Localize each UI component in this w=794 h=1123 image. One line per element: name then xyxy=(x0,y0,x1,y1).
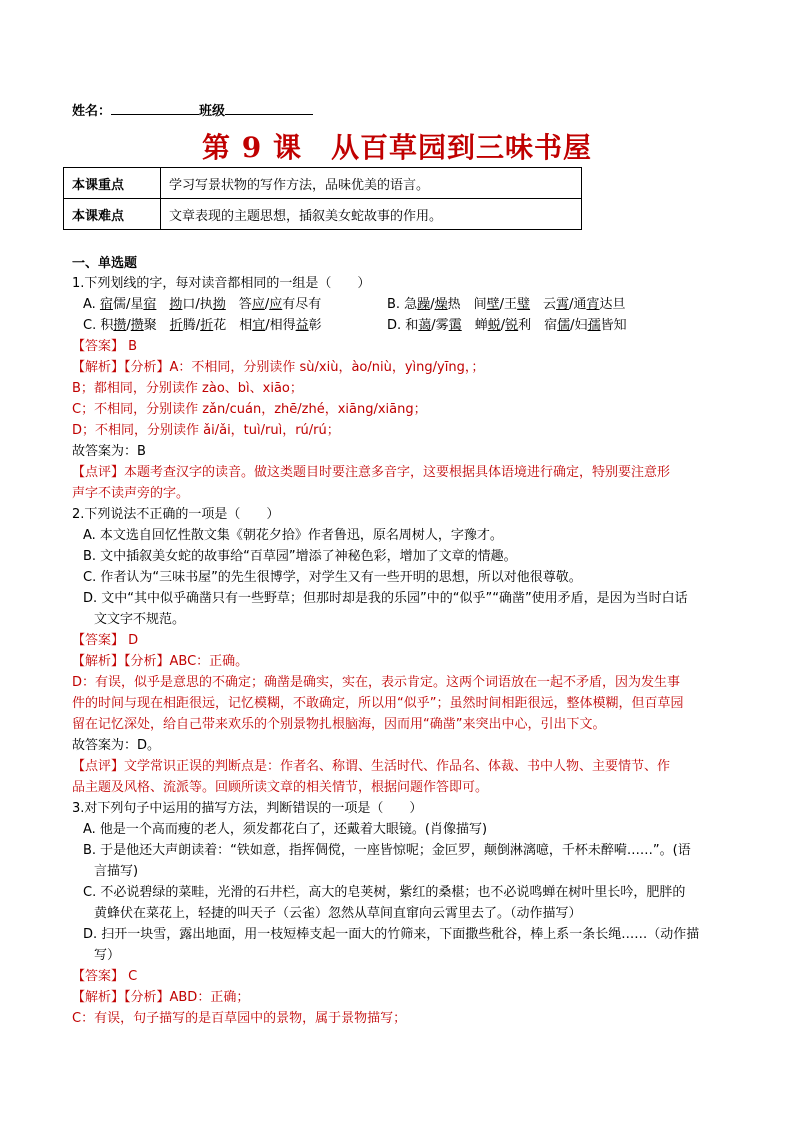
lesson-info-table xyxy=(63,167,582,230)
lesson-title: 第 9 课 从百草园到三味书屋 xyxy=(202,131,592,164)
q2-comment-line: 【点评】文学常识正误的判断点是：作者名、称谓、生活时代、作品名、体裁、书中人物、主要情节、作 xyxy=(72,759,671,774)
info-key: 本课难点 xyxy=(64,199,161,230)
q3-option-a[interactable]: A. 他是一个高而瘦的老人，须发都花白了，还戴着大眼镜。(肖像描写) xyxy=(83,822,488,837)
q1-comment-line: 【点评】本题考查汉字的读音。做这类题目时要注意多音字，这要根据具体语境进行确定，特别要注意形 xyxy=(72,465,671,480)
q2-option-d-cont: 文文字不规范。 xyxy=(94,612,186,627)
q3-analysis-line: C：有误，句子描写的是百草园中的景物，属于景物描写； xyxy=(72,1011,407,1026)
name-label: 姓名： xyxy=(72,104,112,119)
q3-option-c-cont: 黄蜂伏在菜花上，轻捷的叫天子（云雀）忽然从草间直窜向云霄里去了。（动作描写） xyxy=(94,906,582,921)
q2-option-d[interactable]: D. 文中“其中似乎确凿只有一些野草；但那时却是我的乐园”中的“似乎”“确凿”使用矛盾，是因为当时白话 xyxy=(83,591,688,606)
q2-stem: 2.下列说法不正确的一项是（ ） xyxy=(72,507,280,522)
q1-comment-line: 声字不读声旁的字。 xyxy=(72,486,190,501)
q2-comment-line: 品主题及风格、流派等。回顾所读文章的相关情节，根据问题作答即可。 xyxy=(72,780,489,795)
name-class-line xyxy=(72,101,313,122)
q3-analysis-line: 【解析】【分析】ABD：正确； xyxy=(72,990,250,1005)
q3-option-b[interactable]: B. 于是他还大声朗读着：“铁如意，指挥倜傥，一座皆惊呢；金叵罗，颠倒淋漓噫，千杯未醉嗬……”。(语 xyxy=(83,843,691,858)
table-row xyxy=(64,168,582,199)
q2-option-a[interactable]: A. 本文选自回忆性散文集《朝花夕拾》作者鲁迅，原名周树人，字豫才。 xyxy=(83,528,503,543)
q2-analysis-line: 【解析】【分析】ABC：正确。 xyxy=(72,654,249,669)
q2-analysis-line: 件的时间与现在相距很远，记忆模糊，不敢确定，所以用“似乎”；虽然时间相距很远，整体模糊，但百草园 xyxy=(72,696,684,711)
q1-analysis-line: B；都相同，分别读作 zào、bì、xiāo； xyxy=(72,381,303,396)
q2-analysis-line: 留在记忆深处，给自己带来欢乐的个别景物扎根脑海，因而用“确凿”来突出中心，引出下文。 xyxy=(72,717,606,732)
q3-option-c[interactable]: C. 不必说碧绿的菜畦，光滑的石井栏，高大的皂荚树，紫红的桑椹；也不必说鸣蝉在树叶里长吟，肥胖的 xyxy=(83,885,686,900)
class-label: 班级 xyxy=(199,104,226,119)
info-value: 学习写景状物的写作方法，品味优美的语言。 xyxy=(161,168,582,199)
q1-analysis-line: 故答案为：B xyxy=(72,444,146,459)
q2-analysis-line: 故答案为：D。 xyxy=(72,738,161,753)
name-blank[interactable] xyxy=(111,101,199,115)
q2-option-c[interactable]: C. 作者认为“三味书屋”的先生很博学，对学生又有一些开明的思想，所以对他很尊敬。 xyxy=(83,570,582,585)
q3-option-b-cont: 言描写) xyxy=(94,864,139,879)
q1-analysis-line: 【解析】【分析】A：不相同，分别读作 sù/xiù，ào/niù，yìng/yīng，； xyxy=(72,360,485,375)
q1-analysis-line: C；不相同，分别读作 zǎn/cuán，zhē/zhé，xiāng/xiāng； xyxy=(72,402,427,417)
q1-option-c[interactable]: C. 积攒/攒聚 折腾/折花 相宜/相得益彰 xyxy=(83,318,322,333)
q2-answer: 【答案】 D xyxy=(72,633,139,648)
table-row xyxy=(64,199,582,230)
q1-option-a[interactable]: A. 宿儒/星宿 拗口/执拗 答应/应有尽有 xyxy=(83,297,322,312)
class-blank[interactable] xyxy=(225,101,313,115)
info-key: 本课重点 xyxy=(64,168,161,199)
q1-analysis-line: D；不相同，分别读作 ǎi/ǎi，tuì/ruì，rú/rú； xyxy=(72,423,340,438)
q3-stem: 3.对下列句子中运用的描写方法，判断错误的一项是（ ） xyxy=(72,801,423,816)
q3-answer: 【答案】 C xyxy=(72,969,138,984)
section-heading: 一、单选题 xyxy=(72,256,138,271)
q2-analysis-line: D：有误，似乎是意思的不确定；确凿是确实，实在，表示肯定。这两个词语放在一起不矛盾，因为发生事 xyxy=(72,675,681,690)
q3-option-d-cont: 写） xyxy=(94,948,121,963)
info-value: 文章表现的主题思想，插叙美女蛇故事的作用。 xyxy=(161,199,582,230)
q2-option-b[interactable]: B. 文中插叙美女蛇的故事给“百草园”增添了神秘色彩，增加了文章的情趣。 xyxy=(83,549,517,564)
q1-answer: 【答案】 B xyxy=(72,339,138,354)
q3-option-d[interactable]: D. 扫开一块雪，露出地面，用一枝短棒支起一面大的竹筛来，下面撒些秕谷，棒上系一条长绳……（动作描 xyxy=(83,927,700,942)
q1-stem: 1.下列划线的字，每对读音都相同的一组是（ ） xyxy=(72,276,371,291)
q1-option-b[interactable]: B. 急躁/燥热 间壁/王璧 云霄/通宵达旦 xyxy=(387,297,626,312)
q1-option-d[interactable]: D. 和蔼/雾霭 蝉蜕/锐利 宿儒/妇孺皆知 xyxy=(387,318,627,333)
